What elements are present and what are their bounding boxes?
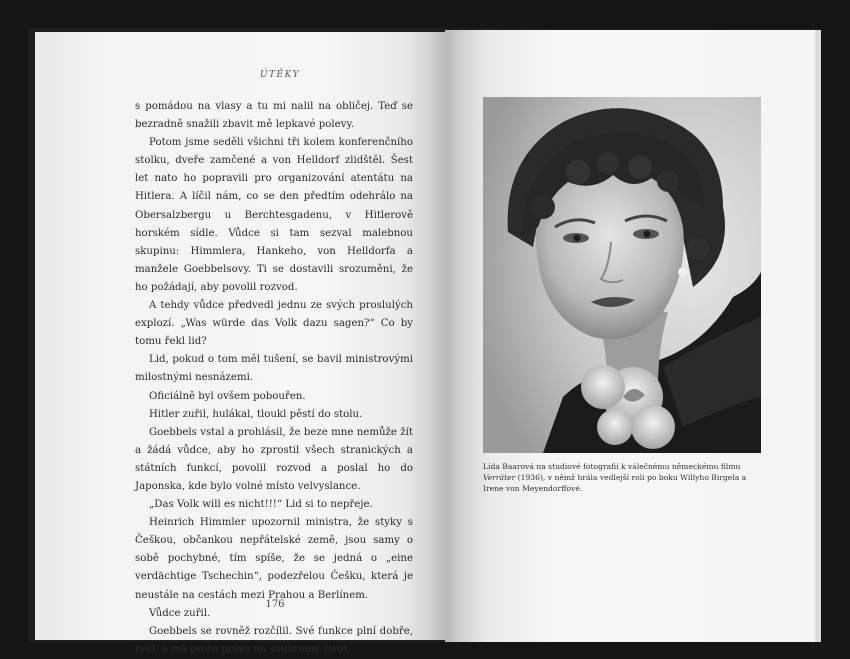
paragraph: Lid, pokud o tom měl tušení, se bavil ministrovými milostnými nesnázemi.	[135, 354, 413, 384]
body-text	[135, 98, 413, 659]
paragraph: A tehdy vůdce předvedl jednu ze svých proslulých explozí. „Was würde das Volk dazu sagen?“ Co by tomu řekl lid?	[135, 300, 413, 348]
page-number: 176	[265, 599, 285, 610]
page-edges	[815, 30, 821, 642]
paragraph: Vůdce zuřil.	[149, 607, 211, 619]
paragraph: „Das Volk will es nicht!!!“ Lid si to nepřeje.	[149, 499, 373, 511]
paragraph: Hitler zuřil, hulákal, tloukl pěstí do stolu.	[149, 408, 363, 420]
paragraph: Goebbels se rovněž rozčílil. Své funkce plní dobře, řekl, a má proto právo na soukromý život.	[135, 625, 413, 655]
paragraph: Potom jsme seděli všichni tři kolem konferenčního stolku, dveře zamčené a von Helldorf zlidštěl. Šest let nato ho popravili pro organizování atentátu na Hitlera. A líčil nám, co se den předtím odehrálo na Obersalzbergu u Berchtesgadenu, v Hitlerově horském sídle. Vůdce si tam sezval malebnou skupinu: Himmlera, Hankeho, von Helldorfa a manžele Goebbelsovy. Ti se dostavili srozuměni, že ho požádají, aby povolil rozvod.	[135, 137, 413, 293]
running-head: ÚTĚKY	[259, 70, 301, 80]
portrait-photo	[483, 97, 761, 453]
paragraph: Goebbels vstal a prohlásil, že beze mne nemůže žít a žádá vůdce, aby ho zprostil všech stranických a státních funkcí, povolil rozvod a poslal ho do Japonska, kde bylo volné místo velvyslance.	[135, 426, 413, 492]
paragraph: Oficiálně byl ovšem pobouřen.	[149, 390, 306, 402]
paragraph: Heinrich Himmler upozornil ministra, že styky s Češkou, občankou nepřátelské země, jsou samy o sobě pochybné, tím spíše, že se jedná o „eine verdächtige Tschechin“, podezřelou Češku, která je neustále na cestách mezi Prahou a Berlínem.	[135, 517, 413, 601]
film-title: Verräter	[483, 473, 516, 482]
photo-caption	[483, 461, 763, 494]
paragraph: s pomádou na vlasy a tu mi nalil na obličej. Teď se bezradně snažili zbavit mě lepkavé polevy.	[135, 101, 413, 131]
caption-text: (1936), v němž hrála vedlejší roli po boku Willyho Birgela a Irene von Meyendorffové.	[483, 473, 747, 493]
caption-text: Lída Baarová na studiové fotografii k válečnému německému filmu	[483, 462, 741, 471]
